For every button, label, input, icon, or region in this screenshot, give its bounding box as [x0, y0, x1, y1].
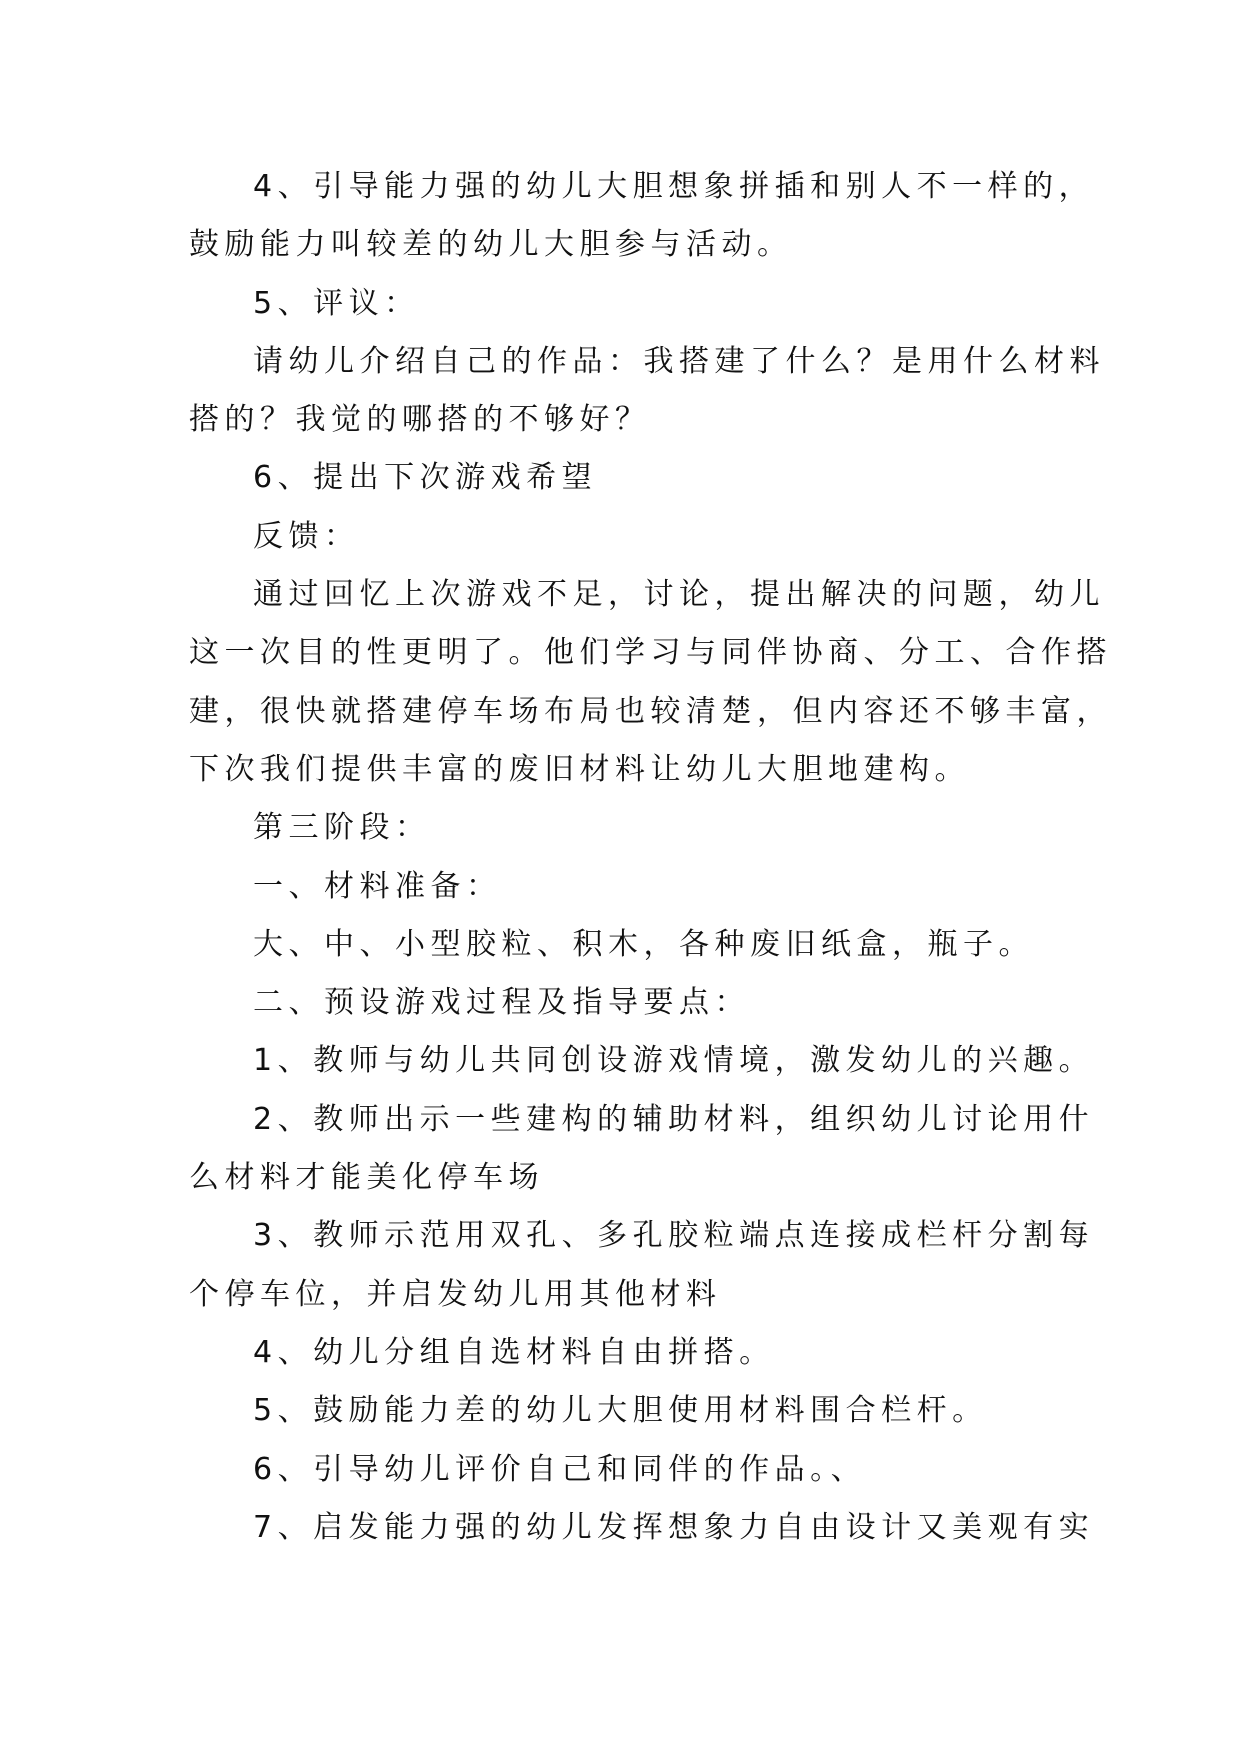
text-line: 么材料才能美化停车场 — [189, 1160, 544, 1196]
text-line: 大、中、小型胶粒、积木，各种废旧纸盒，瓶子。 — [253, 926, 1034, 962]
text-line: 建，很快就搭建停车场布局也较清楚，但内容还不够丰富， — [189, 693, 1112, 729]
text-line: 2、教师出示一些建构的辅助材料，组织幼儿讨论用什 — [253, 1101, 1095, 1137]
text-line: 6、提出下次游戏希望 — [253, 460, 598, 496]
text-line: 个停车位，并启发幼儿用其他材料 — [189, 1276, 722, 1312]
text-line: 通过回忆上次游戏不足，讨论，提出解决的问题，幼儿 — [253, 577, 1105, 613]
text-line: 4、引导能力强的幼儿大胆想象拼插和别人不一样的， — [253, 169, 1095, 204]
document-body — [189, 158, 1112, 1557]
text-line: 反馈： — [253, 518, 360, 554]
text-line: 5、评议： — [253, 285, 420, 321]
text-line: 4、幼儿分组自选材料自由拼搭。 — [253, 1334, 775, 1370]
text-line: 鼓励能力叫较差的幼儿大胆参与活动。 — [189, 227, 793, 263]
text-line: 7、启发能力强的幼儿发挥想象力自由设计又美观有实 — [253, 1509, 1095, 1545]
text-line: 5、鼓励能力差的幼儿大胆使用材料围合栏杆。 — [253, 1393, 988, 1429]
text-line: 一、材料准备： — [253, 868, 502, 904]
text-line: 二、预设游戏过程及指导要点： — [253, 985, 750, 1021]
text-line: 这一次目的性更明了。他们学习与同伴协商、分工、合作搭 — [189, 635, 1112, 671]
text-line: 1、教师与幼儿共同创设游戏情境，激发幼儿的兴趣。 — [253, 1043, 1095, 1079]
text-line: 请幼儿介绍自己的作品：我搭建了什么？是用什么材料 — [253, 343, 1105, 379]
text-line: 3、教师示范用双孔、多孔胶粒端点连接成栏杆分割每 — [253, 1218, 1095, 1254]
text-line: 第三阶段： — [253, 810, 431, 846]
text-line: 6、引导幼儿评价自己和同伴的作品。、 — [253, 1451, 867, 1487]
text-line: 下次我们提供丰富的废旧材料让幼儿大胆地建构。 — [189, 751, 970, 787]
text-line: 搭的？我觉的哪搭的不够好？ — [189, 402, 651, 438]
